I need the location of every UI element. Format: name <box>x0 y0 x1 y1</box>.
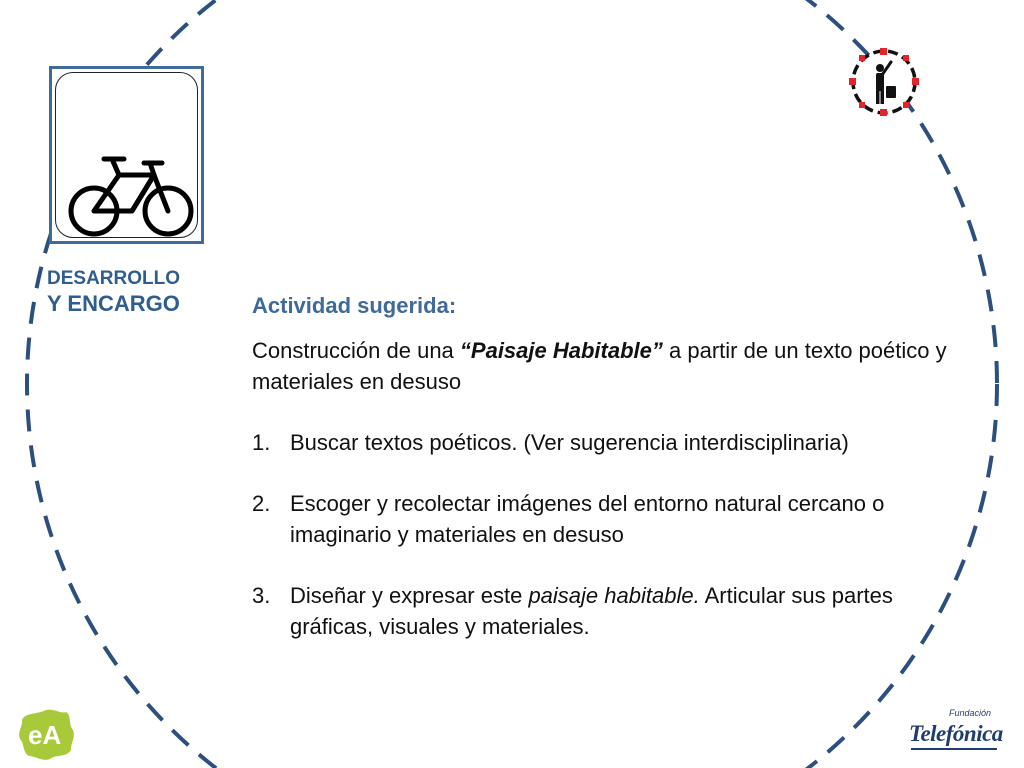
activity-icon-panel <box>55 72 198 238</box>
activity-heading: Actividad sugerida: <box>252 293 457 318</box>
step-number: 2. <box>252 491 271 516</box>
step-item <box>252 580 952 642</box>
activity-content <box>252 290 952 672</box>
intro-text-start: Construcción de una <box>252 338 460 363</box>
foundation-logo <box>905 706 1005 758</box>
step-text-italic: paisaje habitable. <box>528 583 700 608</box>
step-text-start: Diseñar y expresar este <box>290 583 529 608</box>
svg-text:eA: eA <box>28 720 62 750</box>
step-number: 1. <box>252 430 271 455</box>
foundation-brand-text: Telefónica <box>909 721 1003 746</box>
section-label-line2: Y ENCARGO <box>47 290 180 316</box>
section-label <box>47 268 207 317</box>
step-text <box>290 580 952 642</box>
bicycle-icon <box>56 73 199 239</box>
step-text: Buscar textos poéticos. (Ver sugerencia interdisciplinaria) <box>290 430 849 455</box>
clock-person-icon <box>846 44 922 120</box>
foundation-underline <box>911 748 997 750</box>
intro-text-end: a partir de un texto poético y materiales en desuso <box>252 338 947 394</box>
step-item <box>252 427 952 458</box>
activity-icon-frame <box>49 66 204 244</box>
step-text-end: Articular sus partes gráficas, visuales y materiales. <box>290 583 893 639</box>
foundation-small-text: Fundación <box>949 708 992 718</box>
activity-intro <box>252 335 952 397</box>
ea-logo <box>16 706 76 762</box>
step-item <box>252 488 952 550</box>
step-text: Escoger y recolectar imágenes del entorno natural cercano o imaginario y materiales en desuso <box>290 491 885 547</box>
section-label-line1: DESARROLLO <box>47 268 180 289</box>
step-number: 3. <box>252 583 271 608</box>
intro-highlight: “Paisaje Habitable” <box>459 338 663 363</box>
